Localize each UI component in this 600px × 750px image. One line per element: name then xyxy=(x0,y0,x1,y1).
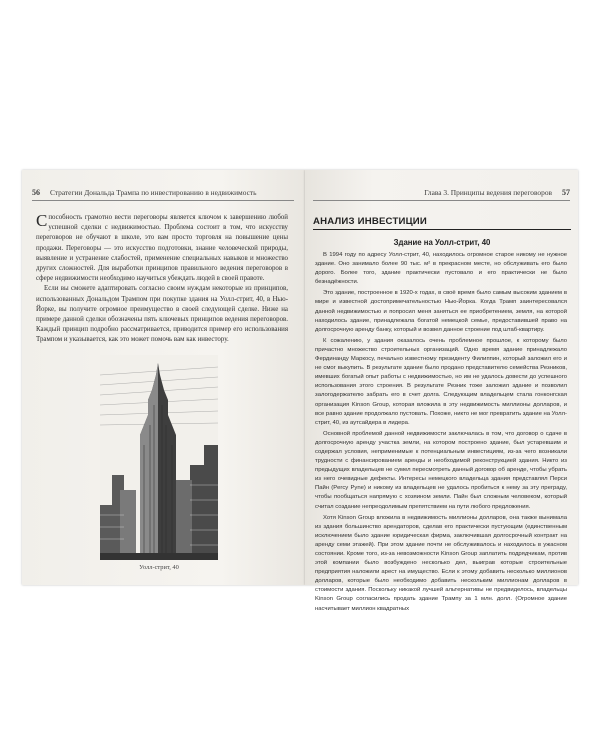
right-paragraph: Основной проблемой данной недвижимости заключалась в том, что договор о сдаче в долгосрочную аренду участка земли, на котором построено здание, был устаревшим и содержал условия, неприменимые к потенциальным инвестициям, из-за чего возникали трудности с финансированием аренды и необходимой реконструкцией здания. Никто из предыдущих владельцев не сумел пересмотреть данный договор об аренде, чтобы убрать из него очевидные дефекты. Интересы немецкого владельца здания представлял Перси Пайн (Percy Pyne) и никому из владельцев не удалось пробиться к нему за эту преграду, чтобы пообщаться напрямую с хозяином земли. Пайн был сложным человеком, который считал создание непреодолимым препятствием на пути любого предложения. xyxy=(315,430,567,510)
left-page xyxy=(22,170,305,585)
left-paragraph: Если вы сможете адаптировать согласно своим нуждам некоторые из принципов, использованных Дональдом Трампом при покупке здания на Уолл-стрит, 40, в Нью-Йорке, вы получите огромное преимущество в своей следующей сделке. Ниже на примере данной сделки обозначены пять ключевых принципов ведения переговоров. Каждый принцип подробно рассматривается, приводится пример его использования Трампом и указывается, как это может помочь вам как инвестору. xyxy=(36,285,288,344)
right-body-text xyxy=(315,251,567,616)
right-paragraph: Хотя Kinson Group вложила в недвижимость миллионы долларов, она также вынимала из здания большинство арендаторов, сделав его практически пустующим (единственным исключением было здание юридическая фирма, заключившая долгосрочный контракт на аренду семи этажей). При этом здание почти не обслуживалось и находилось в ужасном состоянии. Кроме того, из-за невозможности Kinson Group заплатить подрядчикам, против этой компании было возбуждено несколько дел, выиграв которые строительные предприятия наложили арест на имущество. Если к этому добавить несколько миллионов долларов, которые было необходимо добавить нескольким миллионам долларов в стоимости здания. Поскольку никакой лучшей альтернативы не предвиделось, владельцы Kinson Group согласились продать здание Трампу за 1 млн. долл. (Огромное здание насчитывает миллион квадратных xyxy=(315,514,567,612)
left-page-number: 56 xyxy=(32,188,40,197)
left-running-head xyxy=(32,188,294,201)
left-body-text xyxy=(36,213,288,346)
figure-caption: Уолл-стрит, 40 xyxy=(139,564,179,571)
drop-cap: С xyxy=(36,211,48,230)
right-paragraph: В 1994 году по адресу Уолл-стрит, 40, находилось огромное старое никому не нужное здание. Оно занимало более 90 тыс. м² в прекрасном месте, но обслуживать его было дорого. Более того, здание практически пустовало и его практически не было безнадёжности. xyxy=(315,252,567,286)
right-paragraph: Это здание, построенное в 1920-х годах, в своё время было самым высоким зданием в мире и известной достопримечательностью Нью-Йорка. Когда Трамп заинтересовался данной недвижимостью и попросил меня заняться ее приобретением, земля, на которой находилось здание, принадлежала богатой немецкой семье, предоставившей право на долгосрочную аренду банку, который и возвел данное строение под штаб-квартиру. xyxy=(315,290,567,333)
right-running-head-text: Глава 3. Принципы ведения переговоров xyxy=(424,188,552,197)
right-page xyxy=(305,170,578,612)
section-title: АНАЛИЗ ИНВЕСТИЦИИ xyxy=(313,216,571,230)
left-paragraph: пособность грамотно вести переговоры является ключом к завершению любой успешной сделки с недвижимостью. Проблема состоит в том, что искусству переговоров не обучают в школе, это вам просто торговля на повышение цены продажи. Переговоры — это искусство подготовки, знание человеческой природы, выявление и устранение слабостей, применение специальных навыков и множество других сложностей. Для выработки принципов правильного ведения переговоров в сфере недвижимости необходимо научиться убеждать людей в своей правоте. xyxy=(36,214,288,283)
right-running-head xyxy=(313,188,570,201)
left-running-head-text: Стратегии Дональда Трампа по инвестированию в недвижимость xyxy=(50,188,257,197)
right-paragraph: К сожалению, у здания оказалось очень проблемное прошлое, к которому было причастно множество строительных организаций. Одно время здание принадлежало Фердинанду Маркосу, печально известному президенту Филиппин, который заложил его и не смог выкупить. В результате здание было продано представителю семейства Резников, имевших богатый опыт работы с недвижимостью, но им не удалось довести до успешного использования этого строения. В результате Резник тоже заложил здание и позволил залогодержателю забрать его в счет долга. Следующим владельцем стала гонконгская организация Kinson Group, которая вложила в эту недвижимость миллионы долларов, и все равно здание продолжало пустовать. Похоже, никто не мог превратить здание на Уолл-стрит, 40, из аутсайдера в лидера. xyxy=(315,337,567,426)
right-page-number: 57 xyxy=(562,188,570,197)
section-subhead: Здание на Уолл-стрит, 40 xyxy=(393,238,491,247)
building-illustration xyxy=(100,355,218,560)
